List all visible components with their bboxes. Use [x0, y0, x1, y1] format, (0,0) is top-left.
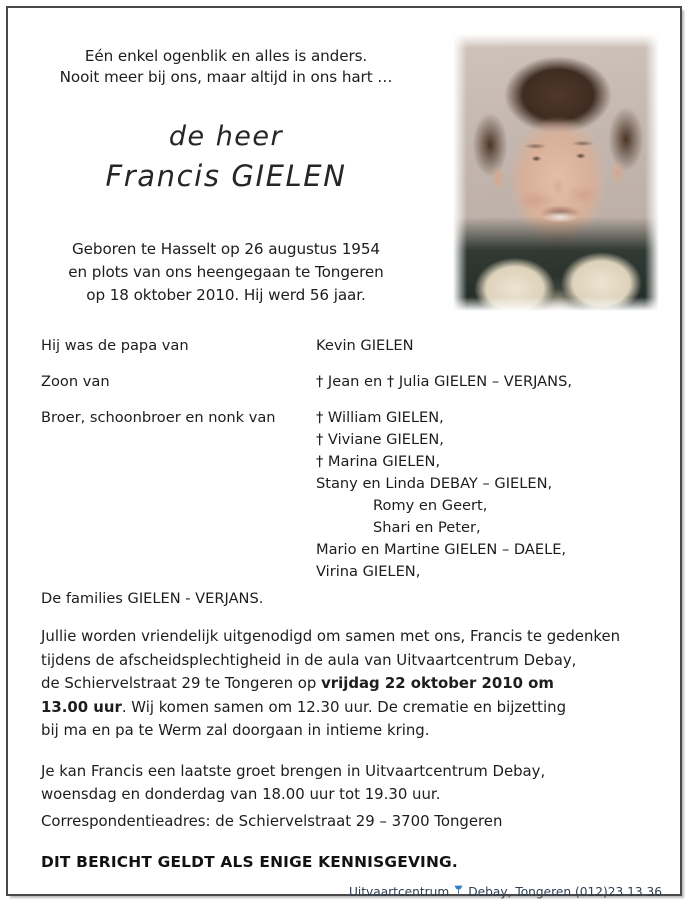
relation-label: Hij was de papa van: [41, 337, 189, 354]
quote-line-2: Nooit meer bij ons, maar altijd in ons hart …: [59, 68, 393, 86]
invitation-line-5: bij ma en pa te Werm zal doorgaan in intieme kring.: [41, 721, 430, 739]
invitation-line-1: Jullie worden vriendelijk uitgenodigd om samen met ons, Francis te gedenken: [41, 627, 621, 645]
relation-value: Shari en Peter,: [373, 519, 481, 536]
card-header-area: [8, 8, 680, 308]
service-datetime-bold-b: 13.00 uur: [41, 697, 122, 716]
invitation-paragraph: [41, 625, 656, 743]
deceased-full-name: Francis GIELEN: [105, 159, 347, 193]
deceased-name-block: [26, 120, 426, 196]
service-datetime-bold-a: vrijdag 22 oktober 2010 om: [321, 674, 554, 692]
portrait-photo: [453, 34, 659, 311]
relation-values: [316, 371, 641, 393]
announcement-body: [41, 625, 656, 824]
families-line: De families GIELEN - VERJANS.: [41, 590, 264, 607]
visiting-paragraph: [41, 760, 656, 807]
sole-notice-statement: DIT BERICHT GELDT ALS ENIGE KENNISGEVING.: [41, 853, 458, 871]
death-line: en plots van ons heengegaan te Tongeren: [68, 263, 384, 281]
relation-row: [41, 371, 641, 393]
relation-value: Kevin GIELEN: [316, 337, 414, 354]
relation-value: Virina GIELEN,: [316, 563, 421, 580]
relation-label: Zoon van: [41, 373, 110, 390]
relation-value: Romy en Geert,: [373, 497, 488, 514]
invitation-line-3: [41, 672, 656, 696]
birth-death-details: [26, 238, 426, 307]
relation-row: [41, 335, 641, 357]
relation-row: [41, 407, 641, 583]
funeral-home-credit: [349, 884, 662, 900]
visiting-line-2: woensdag en donderdag van 18.00 uur tot 19.30 uur.: [41, 785, 441, 803]
memorial-quote: [26, 46, 426, 88]
visiting-line-1: Je kan Francis een laatste groet brengen in Uitvaartcentrum Debay,: [41, 761, 546, 780]
invitation-line-3-text: de Schiervelstraat 29 te Tongeren op: [41, 674, 322, 692]
relation-value: Stany en Linda DEBAY – GIELEN,: [316, 475, 553, 492]
funeral-home-suffix: Debay, Tongeren (012)23 13 36: [468, 885, 662, 899]
invitation-line-4: [41, 696, 656, 720]
invitation-line-2: tijdens de afscheidsplechtigheid in de aula van Uitvaartcentrum Debay,: [41, 650, 577, 669]
age-line: op 18 oktober 2010. Hij werd 56 jaar.: [86, 286, 366, 304]
relation-value: † William GIELEN,: [316, 409, 444, 426]
relation-label: Broer, schoonbroer en nonk van: [41, 409, 276, 426]
relation-value: † Marina GIELEN,: [316, 453, 441, 470]
birth-line: Geboren te Hasselt op 26 augustus 1954: [72, 240, 380, 258]
correspondence-address: Correspondentieadres: de Schiervelstraat 29 – 3700 Tongeren: [41, 812, 503, 830]
relations-list: [41, 335, 641, 597]
quote-line-1: Eén enkel ogenblik en alles is anders.: [84, 47, 368, 65]
invitation-line-4-text: . Wij komen samen om 12.30 uur. De crematie en bijzetting: [121, 697, 567, 716]
memorial-card-frame: [6, 6, 682, 899]
deceased-title: de heer: [168, 121, 284, 152]
portrait-fade-edge: [453, 34, 659, 311]
relation-values: [316, 407, 641, 583]
funeral-home-prefix: Uitvaartcentrum: [348, 885, 450, 899]
relation-values: [316, 335, 641, 357]
relation-value: Mario en Martine GIELEN – DAELE,: [316, 541, 567, 558]
relation-value: † Jean en † Julia GIELEN – VERJANS,: [316, 373, 572, 390]
relation-value: † Viviane GIELEN,: [316, 431, 444, 448]
tulip-logo-icon: [454, 885, 463, 895]
